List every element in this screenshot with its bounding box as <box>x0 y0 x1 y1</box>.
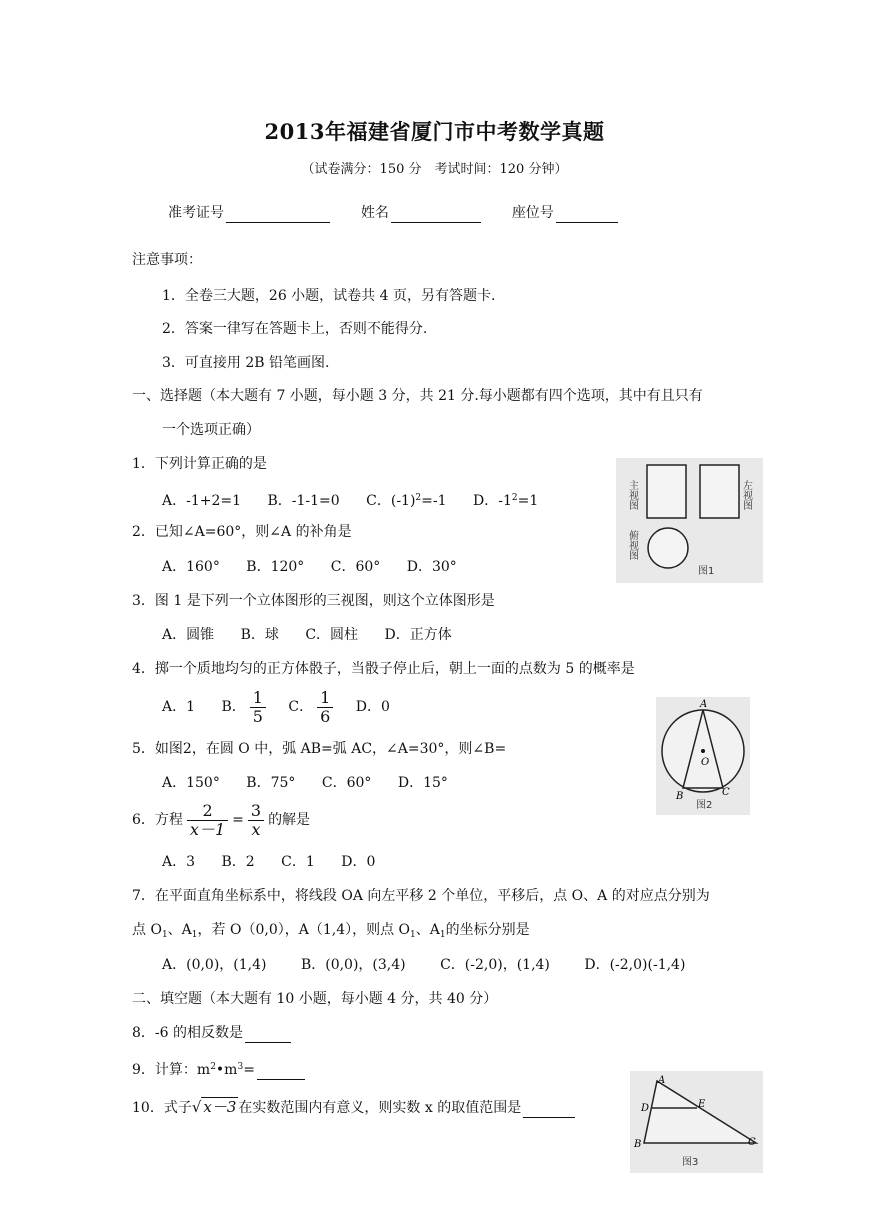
option-b[interactable]: B．(0,0)，(3,4) <box>300 957 406 973</box>
question-4-options <box>162 688 412 726</box>
figure-2-circle <box>656 697 750 815</box>
front-view-label: 主视图 <box>626 480 638 510</box>
question-10-stem: 10．式子√ x－3 在实数范围内有意义，则实数 x 的取值范围是 <box>132 1097 575 1118</box>
option-a[interactable]: A．3 <box>162 854 196 870</box>
option-a[interactable]: A．160° <box>162 559 220 575</box>
option-b[interactable]: B．120° <box>246 559 305 575</box>
page-title: 2013年福建省厦门市中考数学真题 <box>264 119 605 144</box>
option-d[interactable]: D．(-2,0)(-1,4) <box>584 957 686 973</box>
label-d: D <box>641 1103 650 1114</box>
question-6-options <box>162 852 397 872</box>
question-6-stem: 6．方程 $\frac{2}{x-1}$ = $\frac{3}{x}$ 的解是 <box>132 800 311 839</box>
option-c[interactable]: C． $\frac{1}{6}$ <box>288 688 337 726</box>
option-c[interactable]: C．(-2,0)，(1,4) <box>440 957 550 973</box>
question-7-stem: 7．在平面直角坐标系中，将线段 OA 向左平移 2 个单位，平移后，点 O、A 的对应点分别为 <box>132 888 710 904</box>
center-point <box>701 749 705 753</box>
notes-heading: 注意事项： <box>132 252 202 268</box>
note-item: 2．答案一律写在答题卡上，否则不能得分. <box>162 321 428 337</box>
label-b: B <box>676 791 684 802</box>
field-label-seat: 座位号 <box>511 205 554 221</box>
name-blank[interactable] <box>391 208 481 223</box>
question-4-stem: 4．掷一个质地均匀的正方体骰子，当骰子停止后，朝上一面的点数为 5 的概率是 <box>132 661 635 677</box>
label-a: A <box>658 1075 666 1086</box>
option-d[interactable]: D．0 <box>341 854 376 870</box>
section-heading-fill: 二、填空题（本大题有 10 小题，每小题 4 分，共 40 分） <box>132 991 498 1007</box>
figure-caption: 图2 <box>696 800 713 811</box>
figure-3-triangle <box>630 1071 763 1173</box>
option-b[interactable]: B．球 <box>240 627 279 643</box>
label-c: C <box>722 787 730 798</box>
option-c[interactable]: C．60° <box>330 559 381 575</box>
option-c[interactable]: C．1 <box>281 854 315 870</box>
option-b[interactable]: B．2 <box>221 854 255 870</box>
exam-number-blank[interactable] <box>226 208 330 223</box>
front-view-rect <box>647 465 686 518</box>
option-a[interactable]: A．(0,0)，(1,4) <box>162 957 267 973</box>
answer-blank[interactable] <box>245 1028 291 1043</box>
option-d[interactable]: D．正方体 <box>384 627 452 643</box>
candidate-info-row <box>168 203 618 223</box>
figure-caption: 图1 <box>698 566 715 577</box>
exam-subtitle: （试卷满分：150 分 考试时间：120 分钟） <box>301 162 568 177</box>
answer-blank[interactable] <box>523 1103 575 1118</box>
seat-blank[interactable] <box>556 208 618 223</box>
question-1-stem: 1．下列计算正确的是 <box>132 456 267 472</box>
label-c: C <box>748 1137 756 1148</box>
option-a[interactable]: A．1 <box>162 699 196 715</box>
section-heading-choice: 一、选择题（本大题有 7 小题，每小题 3 分，共 21 分.每小题都有四个选项，其中有且只有 <box>132 388 703 404</box>
question-9-stem: 9．计算：$m^2•m^3=$ <box>132 1057 305 1080</box>
option-d[interactable]: D．15° <box>397 775 448 791</box>
figure-1-three-views <box>616 458 763 583</box>
option-b[interactable]: B． $\frac{1}{5}$ <box>221 688 269 726</box>
question-5-stem: 5．如图2，在圆 O 中，弧 AB=弧 AC，∠A=30°，则∠B= <box>132 741 507 757</box>
option-d[interactable]: D．$-1^2=1$ <box>472 493 539 509</box>
question-7-stem-cont: 点 $O_1$、$A_1$，若 O（0,0），A（1,4），则点 $O_1$、$A_1$的坐标分别是 <box>132 922 530 940</box>
option-d[interactable]: D．30° <box>406 559 457 575</box>
question-2-stem: 2．已知∠A=60°，则∠A 的补角是 <box>132 524 352 540</box>
side-view-label: 左视图 <box>740 480 752 510</box>
field-label-name: 姓名 <box>360 205 389 221</box>
option-c[interactable]: C．圆柱 <box>305 627 359 643</box>
question-1-options <box>162 488 560 511</box>
question-5-options <box>162 773 470 793</box>
field-label-exam-number: 准考证号 <box>168 205 224 221</box>
option-d[interactable]: D．0 <box>355 699 390 715</box>
option-c[interactable]: C．$(-1)^2=-1$ <box>366 493 447 509</box>
option-b[interactable]: B．75° <box>246 775 296 791</box>
question-7-options <box>162 955 685 975</box>
option-c[interactable]: C．60° <box>321 775 372 791</box>
side-view-rect <box>700 465 739 518</box>
label-e: E <box>698 1099 706 1110</box>
triangle-abc <box>644 1081 756 1143</box>
label-o: O <box>701 757 710 768</box>
note-item: 1．全卷三大题，26 小题，试卷共 4 页，另有答题卡. <box>162 288 496 304</box>
question-3-stem: 3．图 1 是下列一个立体图形的三视图，则这个立体图形是 <box>132 593 495 609</box>
figure-caption: 图3 <box>682 1157 699 1168</box>
question-8-stem: 8．-6 的相反数是 <box>132 1023 291 1043</box>
question-2-options <box>162 557 479 577</box>
top-view-circle <box>648 528 688 568</box>
question-3-options <box>162 625 474 645</box>
option-a[interactable]: A．-1+2=1 <box>162 493 242 509</box>
option-a[interactable]: A．150° <box>162 775 220 791</box>
option-a[interactable]: A．圆锥 <box>162 627 215 643</box>
note-item: 3．可直接用 2B 铅笔画图. <box>162 355 330 371</box>
answer-blank[interactable] <box>257 1065 305 1080</box>
label-a: A <box>700 699 708 710</box>
top-view-label: 俯视图 <box>626 530 638 560</box>
label-b: B <box>634 1139 642 1150</box>
section-heading-choice-cont: 一个选项正确） <box>162 422 260 438</box>
option-b[interactable]: B．-1-1=0 <box>267 493 340 509</box>
